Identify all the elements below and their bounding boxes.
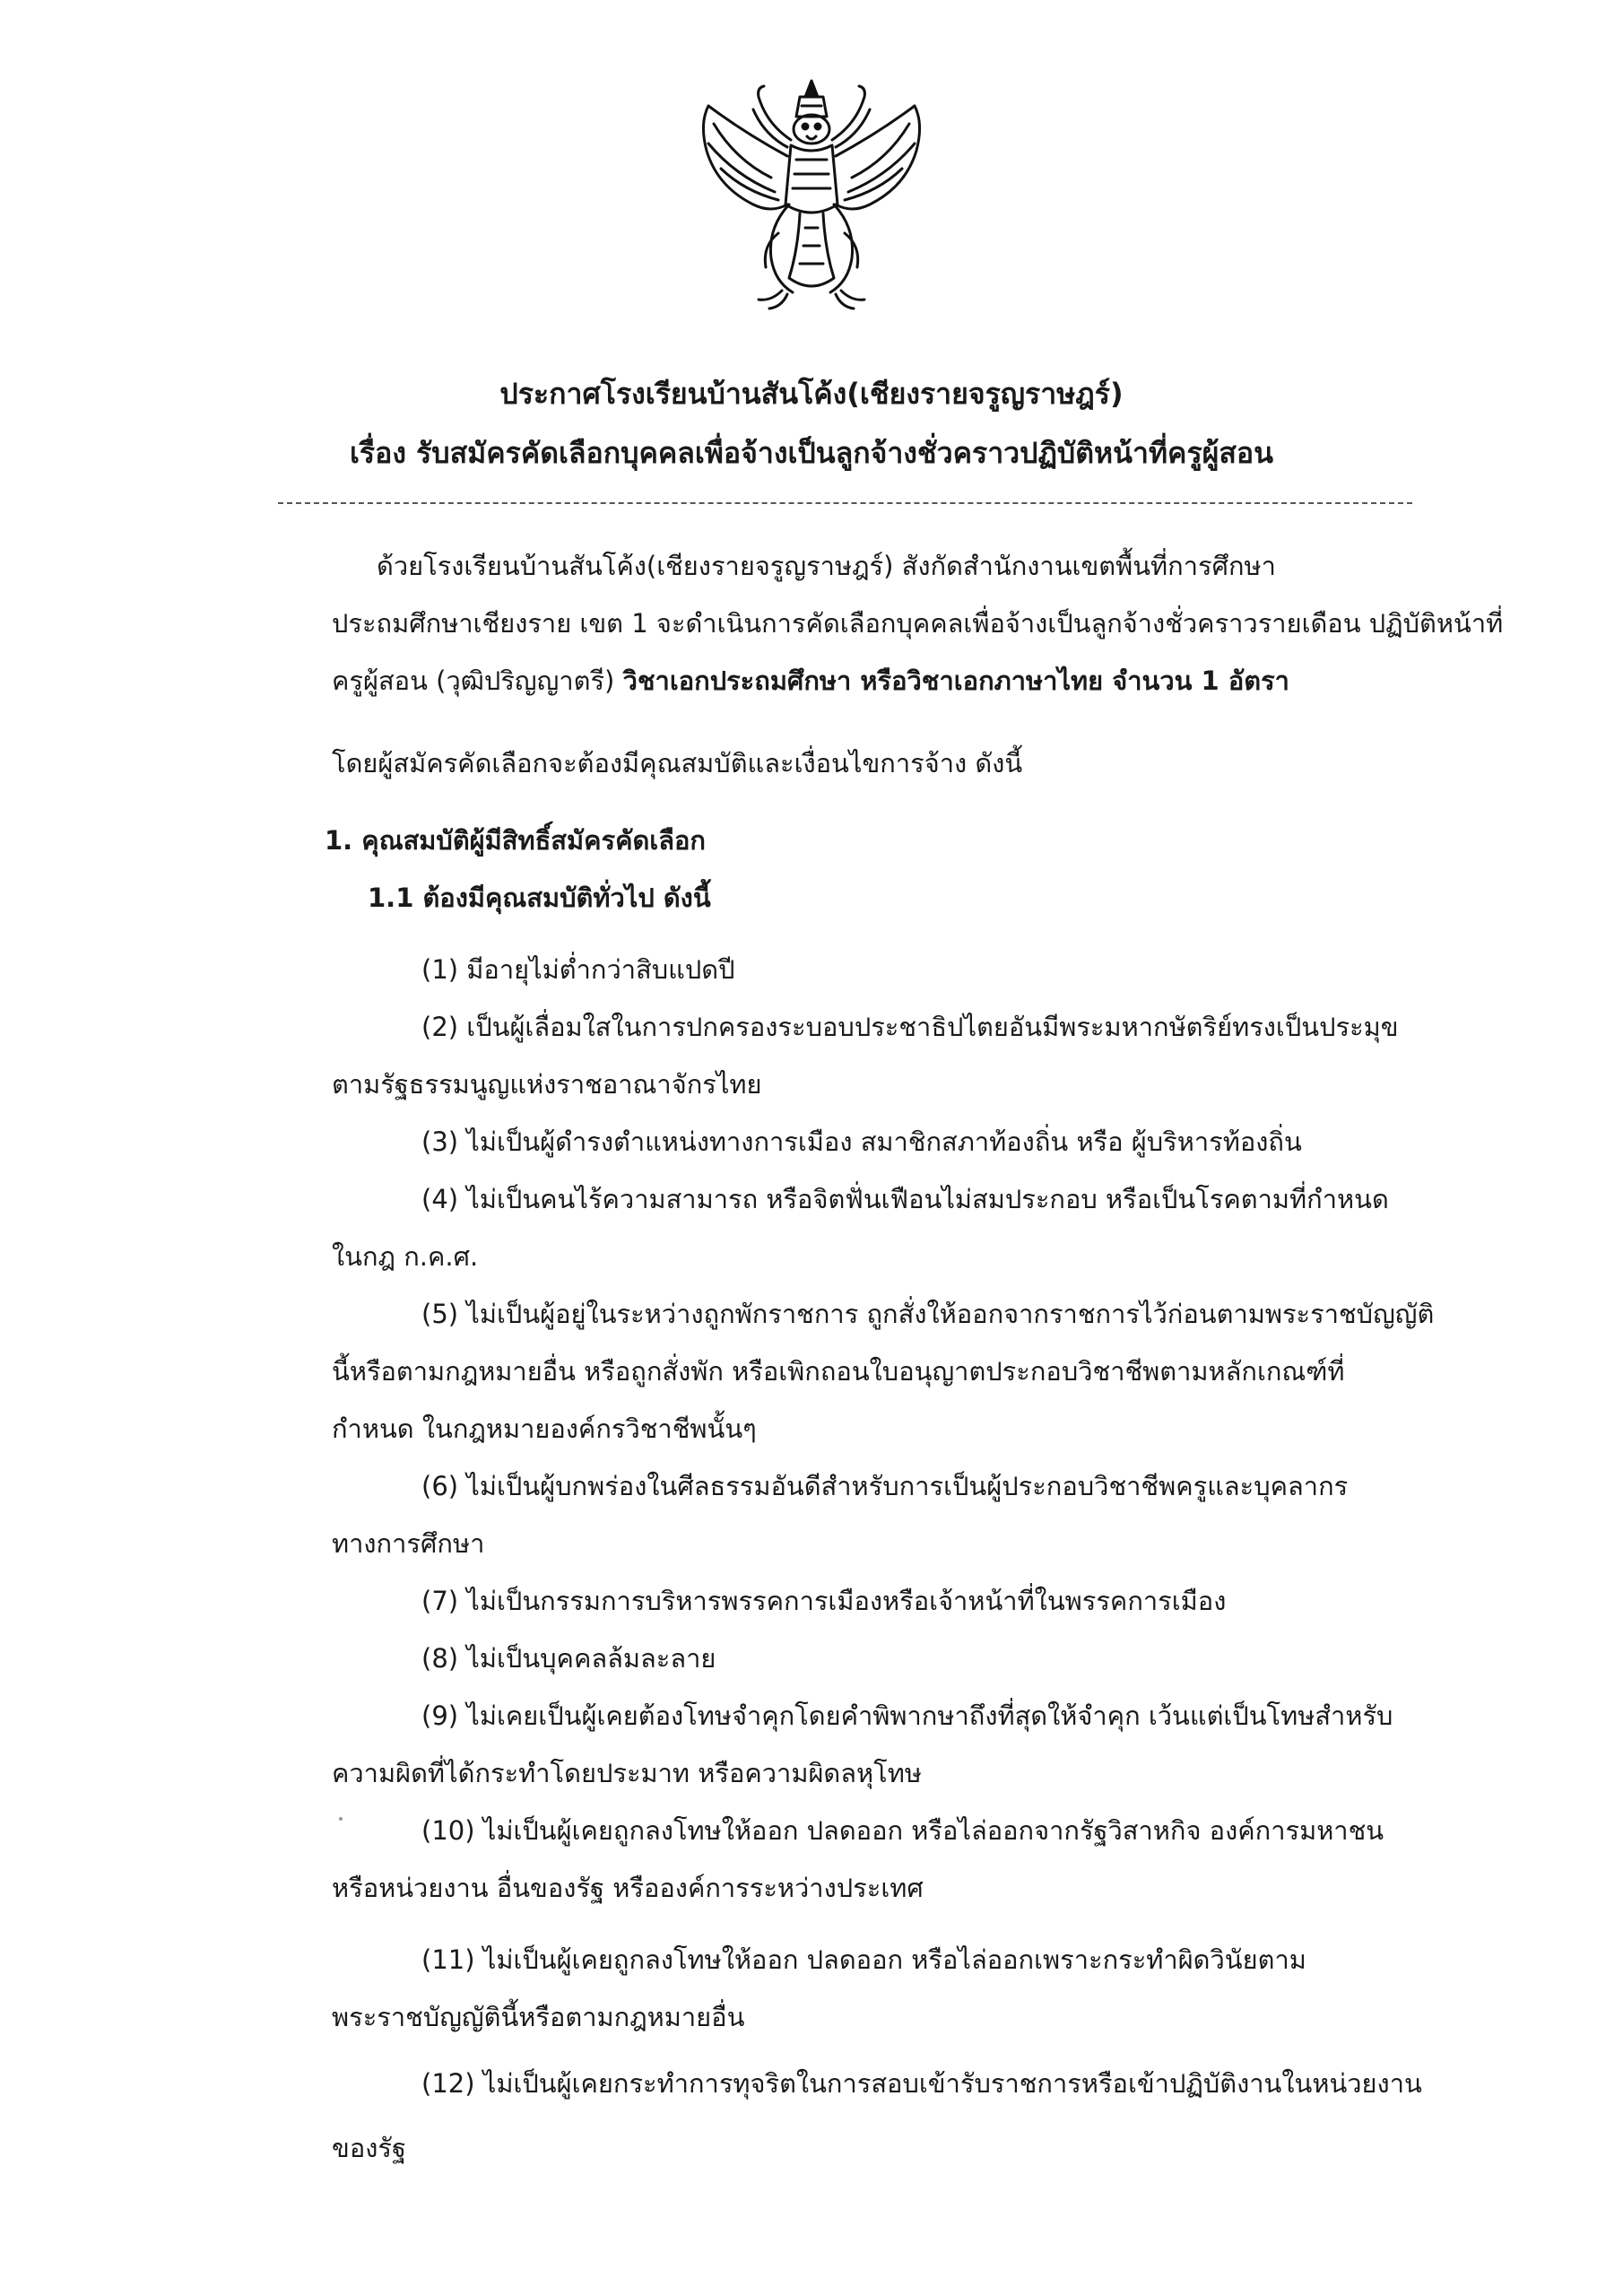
item-11-line-2: พระราชบัญญัตินี้หรือตามกฎหมายอื่น xyxy=(332,2002,745,2032)
section-1-1-heading: 1.1 ต้องมีคุณสมบัติทั่วไป ดังนี้ xyxy=(368,883,711,913)
item-4-line-1: (4) ไม่เป็นคนไร้ความสามารถ หรือจิตฟั่นเฟือนไม่สมประกอบ หรือเป็นโรคตามที่กำหนด xyxy=(421,1184,1389,1214)
item-6-line-1: (6) ไม่เป็นผู้บกพร่องในศีลธรรมอันดีสำหรับการเป็นผู้ประกอบวิชาชีพครูและบุคลากร xyxy=(421,1471,1349,1501)
garuda-emblem-icon xyxy=(681,70,942,312)
intro-line-1: ด้วยโรงเรียนบ้านสันโค้ง(เชียงรายจรูญราษฎร์) สังกัดสำนักงานเขตพื้นที่การศึกษา xyxy=(377,551,1276,581)
intro-line-3-text: ครูผู้สอน (วุฒิปริญญาตรี) xyxy=(332,665,623,696)
item-1: (1) มีอายุไม่ต่ำกว่าสิบแปดปี xyxy=(421,954,735,985)
item-12-line-1: (12) ไม่เป็นผู้เคยกระทำการทุจริตในการสอบเข้ารับราชการหรือเข้าปฏิบัติงานในหน่วยงาน xyxy=(421,2068,1422,2099)
item-2-line-1: (2) เป็นผู้เลื่อมใสในการปกครองระบอบประชาธิปไตยอันมีพระมหากษัตริย์ทรงเป็นประมุข xyxy=(421,1012,1399,1042)
item-8: (8) ไม่เป็นบุคคลล้มละลาย xyxy=(421,1643,716,1674)
scan-speck xyxy=(339,1817,343,1821)
item-9-line-1: (9) ไม่เคยเป็นผู้เคยต้องโทษจำคุกโดยคำพิพากษาถึงที่สุดให้จำคุก เว้นแต่เป็นโทษสำหรับ xyxy=(421,1700,1393,1731)
section-1-heading: 1. คุณสมบัติผู้มีสิทธิ์สมัครคัดเลือก xyxy=(325,825,706,856)
item-10-line-2: หรือหน่วยงาน อื่นของรัฐ หรือองค์การระหว่างประเทศ xyxy=(332,1873,924,1903)
intro-line-3-bold: วิชาเอกประถมศึกษา หรือวิชาเอกภาษาไทย จำนวน 1 อัตรา xyxy=(622,665,1289,696)
item-9-line-2: ความผิดที่ได้กระทำโดยประมาท หรือความผิดลหุโทษ xyxy=(332,1758,922,1788)
item-7: (7) ไม่เป็นกรรมการบริหารพรรคการเมืองหรือเจ้าหน้าที่ในพรรคการเมือง xyxy=(421,1586,1227,1616)
item-11-line-1: (11) ไม่เป็นผู้เคยถูกลงโทษให้ออก ปลดออก หรือไล่ออกเพราะกระทำผิดวินัยตาม xyxy=(421,1944,1306,1975)
announcement-subject: เรื่อง รับสมัครคัดเลือกบุคคลเพื่อจ้างเป็นลูกจ้างชั่วคราวปฏิบัติหน้าที่ครูผู้สอน xyxy=(349,436,1274,470)
item-5-line-2: นี้หรือตามกฎหมายอื่น หรือถูกสั่งพัก หรือเพิกถอนใบอนุญาตประกอบวิชาชีพตามหลักเกณฑ์ที่ xyxy=(332,1356,1345,1387)
item-4-line-2: ในกฎ ก.ค.ศ. xyxy=(332,1241,479,1272)
item-5-line-1: (5) ไม่เป็นผู้อยู่ในระหว่างถูกพักราชการ ถูกสั่งให้ออกจากราชการไว้ก่อนตามพระราชบัญญัติ xyxy=(421,1299,1435,1329)
dashed-divider xyxy=(278,502,1412,504)
intro-line-4: โดยผู้สมัครคัดเลือกจะต้องมีคุณสมบัติและเงื่อนไขการจ้าง ดังนี้ xyxy=(332,748,1023,778)
intro-line-2: ประถมศึกษาเชียงราย เขต 1 จะดำเนินการคัดเลือกบุคคลเพื่อจ้างเป็นลูกจ้างชั่วคราวรายเดือน ปฏิบัติหน้าที่ xyxy=(332,608,1504,639)
intro-line-3 xyxy=(332,660,1289,701)
item-10-line-1: (10) ไม่เป็นผู้เคยถูกลงโทษให้ออก ปลดออก หรือไล่ออกจากรัฐวิสาหกิจ องค์การมหาชน xyxy=(421,1815,1384,1846)
announcement-title: ประกาศโรงเรียนบ้านสันโค้ง(เชียงรายจรูญราษฎร์) xyxy=(499,377,1124,411)
item-12-line-2: ของรัฐ xyxy=(332,2133,406,2163)
item-2-line-2: ตามรัฐธรรมนูญแห่งราชอาณาจักรไทย xyxy=(332,1069,762,1100)
item-5-line-3: กำหนด ในกฎหมายองค์กรวิชาชีพนั้นๆ xyxy=(332,1413,757,1444)
item-6-line-2: ทางการศึกษา xyxy=(332,1528,485,1559)
item-3: (3) ไม่เป็นผู้ดำรงตำแหน่งทางการเมือง สมาชิกสภาท้องถิ่น หรือ ผู้บริหารท้องถิ่น xyxy=(421,1126,1302,1157)
